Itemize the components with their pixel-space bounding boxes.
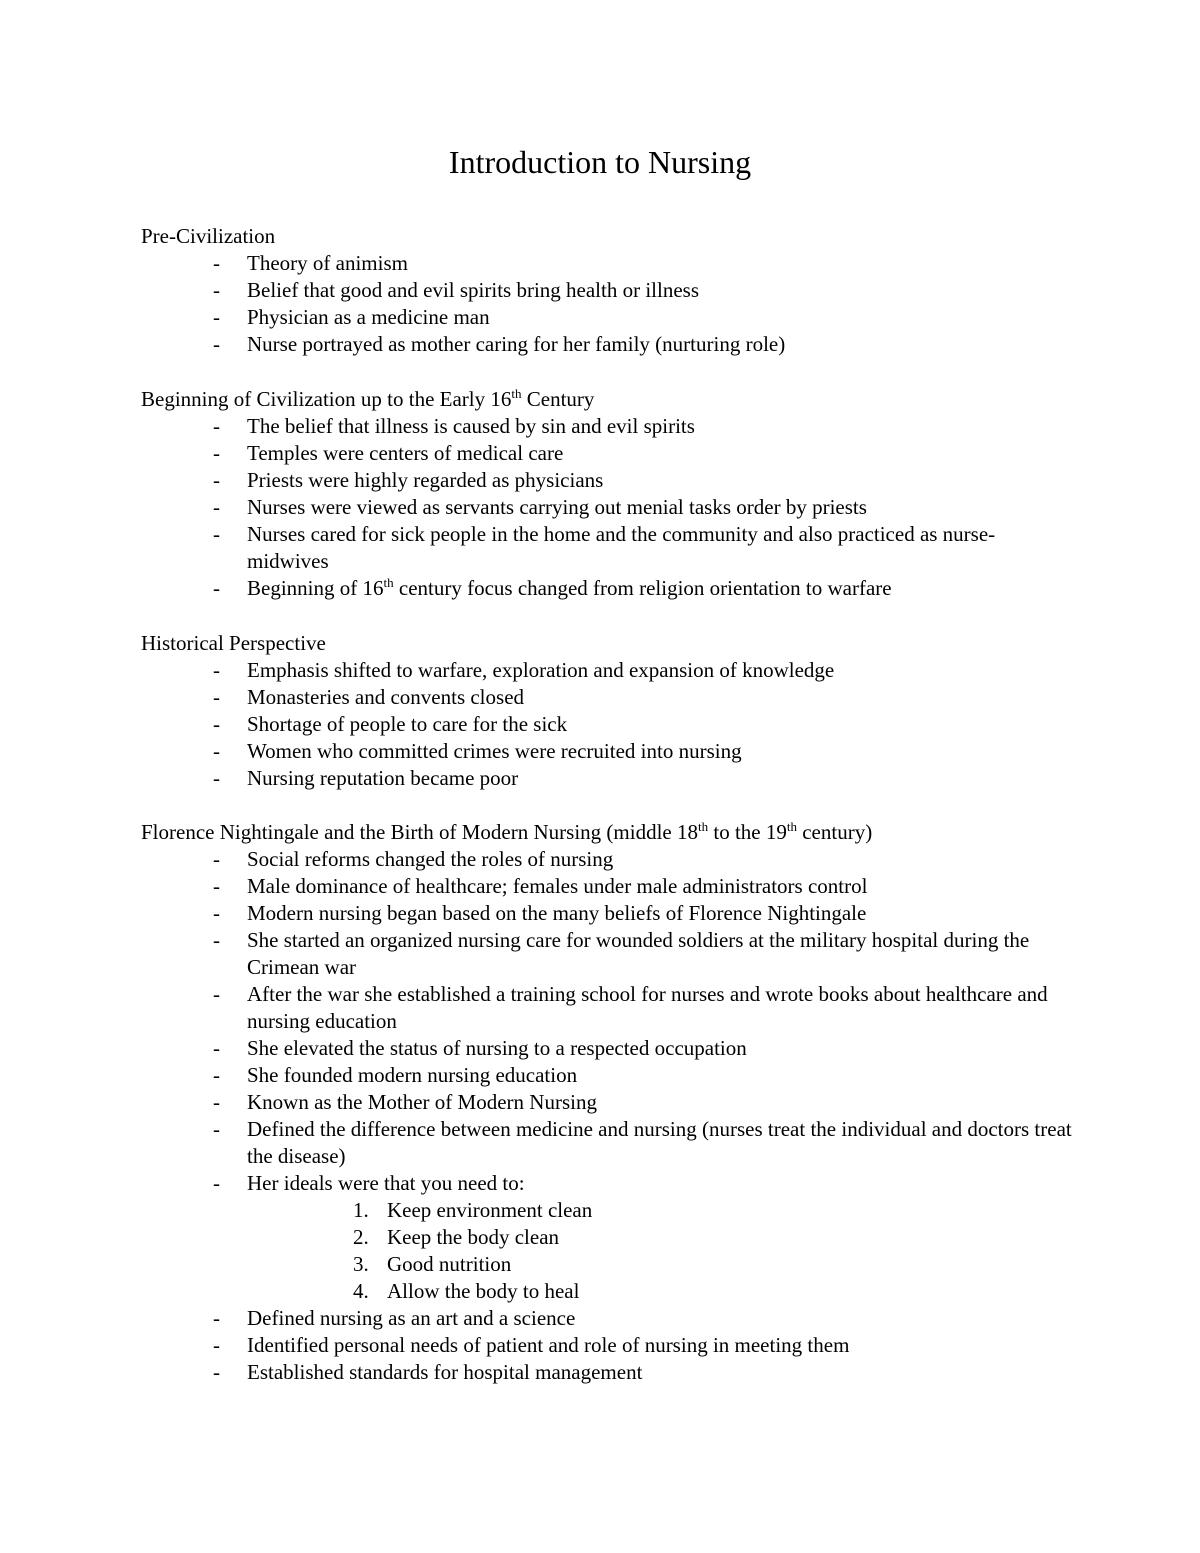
dash-bullet: -: [213, 332, 220, 356]
dash-bullet: -: [213, 712, 220, 736]
list-item: - The belief that illness is caused by sin and evil spirits: [213, 414, 695, 438]
dash-bullet: -: [213, 766, 220, 790]
dash-bullet: -: [213, 522, 220, 546]
dash-bullet: -: [213, 982, 220, 1006]
list-item: - Defined the difference between medicine and nursing (nurses treat the individual and doctors treat the disease): [213, 1117, 1072, 1168]
list-item: - Beginning of 16th century focus changed from religion orientation to warfare: [213, 575, 892, 600]
numbered-item: 4. Allow the body to heal: [353, 1279, 580, 1303]
list-item: - After the war she established a training school for nurses and wrote books about healthcare and nursing education: [213, 982, 1048, 1033]
dash-bullet: -: [213, 441, 220, 465]
dash-bullet: -: [213, 1333, 220, 1357]
dash-bullet: -: [213, 928, 220, 952]
bullet-list: [141, 413, 1061, 602]
bullet-list: [141, 1305, 1081, 1386]
dash-bullet: -: [213, 1090, 220, 1114]
list-item: - Temples were centers of medical care: [213, 441, 564, 465]
dash-bullet: -: [213, 658, 220, 682]
dash-bullet: -: [213, 414, 220, 438]
list-item: - Priests were highly regarded as physicians: [213, 468, 604, 492]
list-item: - Nurses cared for sick people in the home and the community and also practiced as nurse-midwives: [213, 522, 996, 573]
dash-bullet: -: [213, 1360, 220, 1384]
section-heading: Florence Nightingale and the Birth of Modern Nursing (middle 18th to the 19th century): [141, 819, 873, 844]
dash-bullet: -: [213, 847, 220, 871]
list-item: - She founded modern nursing education: [213, 1063, 578, 1087]
list-item: - Physician as a medicine man: [213, 305, 490, 329]
dash-bullet: -: [213, 576, 220, 600]
dash-bullet: -: [213, 305, 220, 329]
list-item: - Emphasis shifted to warfare, exploration and expansion of knowledge: [213, 658, 835, 682]
page-title: Introduction to Nursing: [448, 144, 752, 180]
bullet-list: [141, 846, 1081, 1197]
section-historical-perspective: [141, 630, 1061, 792]
dash-bullet: -: [213, 901, 220, 925]
dash-bullet: -: [213, 1063, 220, 1087]
numbered-item: 1. Keep environment clean: [353, 1198, 593, 1222]
dash-bullet: -: [213, 468, 220, 492]
numbered-item: 3. Good nutrition: [353, 1252, 512, 1276]
dash-bullet: -: [213, 1036, 220, 1060]
list-item: - Her ideals were that you need to:: [213, 1171, 525, 1195]
dash-bullet: -: [213, 874, 220, 898]
list-item: - Defined nursing as an art and a science: [213, 1306, 576, 1330]
list-item: - Nurse portrayed as mother caring for her family (nurturing role): [213, 332, 786, 356]
list-item: - Theory of animism: [213, 251, 408, 275]
dash-bullet: -: [213, 1171, 220, 1195]
section-heading: Historical Perspective: [141, 631, 326, 655]
list-item: - She started an organized nursing care for wounded soldiers at the military hospital during the Crimean war: [213, 928, 1030, 979]
list-item: - Shortage of people to care for the sick: [213, 712, 568, 736]
dash-bullet: -: [213, 685, 220, 709]
list-item: - Nurses were viewed as servants carrying out menial tasks order by priests: [213, 495, 867, 519]
section-beginning-of-civilization: [141, 386, 1061, 602]
list-item: - Belief that good and evil spirits bring health or illness: [213, 278, 700, 302]
list-item: - Established standards for hospital management: [213, 1360, 643, 1384]
section-pre-civilization: [141, 223, 1061, 358]
section-florence-nightingale: [141, 819, 1081, 1386]
list-item: - Modern nursing began based on the many beliefs of Florence Nightingale: [213, 901, 867, 925]
list-item: - Women who committed crimes were recruited into nursing: [213, 739, 742, 763]
list-item: - Male dominance of healthcare; females under male administrators control: [213, 874, 868, 898]
dash-bullet: -: [213, 739, 220, 763]
list-item: - Known as the Mother of Modern Nursing: [213, 1090, 597, 1114]
bullet-list: [141, 250, 1061, 358]
dash-bullet: -: [213, 278, 220, 302]
ideals-list: [141, 1197, 1081, 1305]
dash-bullet: -: [213, 495, 220, 519]
section-heading: Beginning of Civilization up to the Early 16th Century: [141, 386, 595, 411]
dash-bullet: -: [213, 251, 220, 275]
dash-bullet: -: [213, 1306, 220, 1330]
list-item: - Monasteries and convents closed: [213, 685, 525, 709]
section-heading: Pre-Civilization: [141, 224, 276, 248]
list-item: - Social reforms changed the roles of nursing: [213, 847, 614, 871]
list-item: - She elevated the status of nursing to a respected occupation: [213, 1036, 747, 1060]
list-item: - Nursing reputation became poor: [213, 766, 519, 790]
list-item: - Identified personal needs of patient and role of nursing in meeting them: [213, 1333, 850, 1357]
dash-bullet: -: [213, 1117, 220, 1141]
numbered-item: 2. Keep the body clean: [353, 1225, 560, 1249]
bullet-list: [141, 657, 1061, 792]
